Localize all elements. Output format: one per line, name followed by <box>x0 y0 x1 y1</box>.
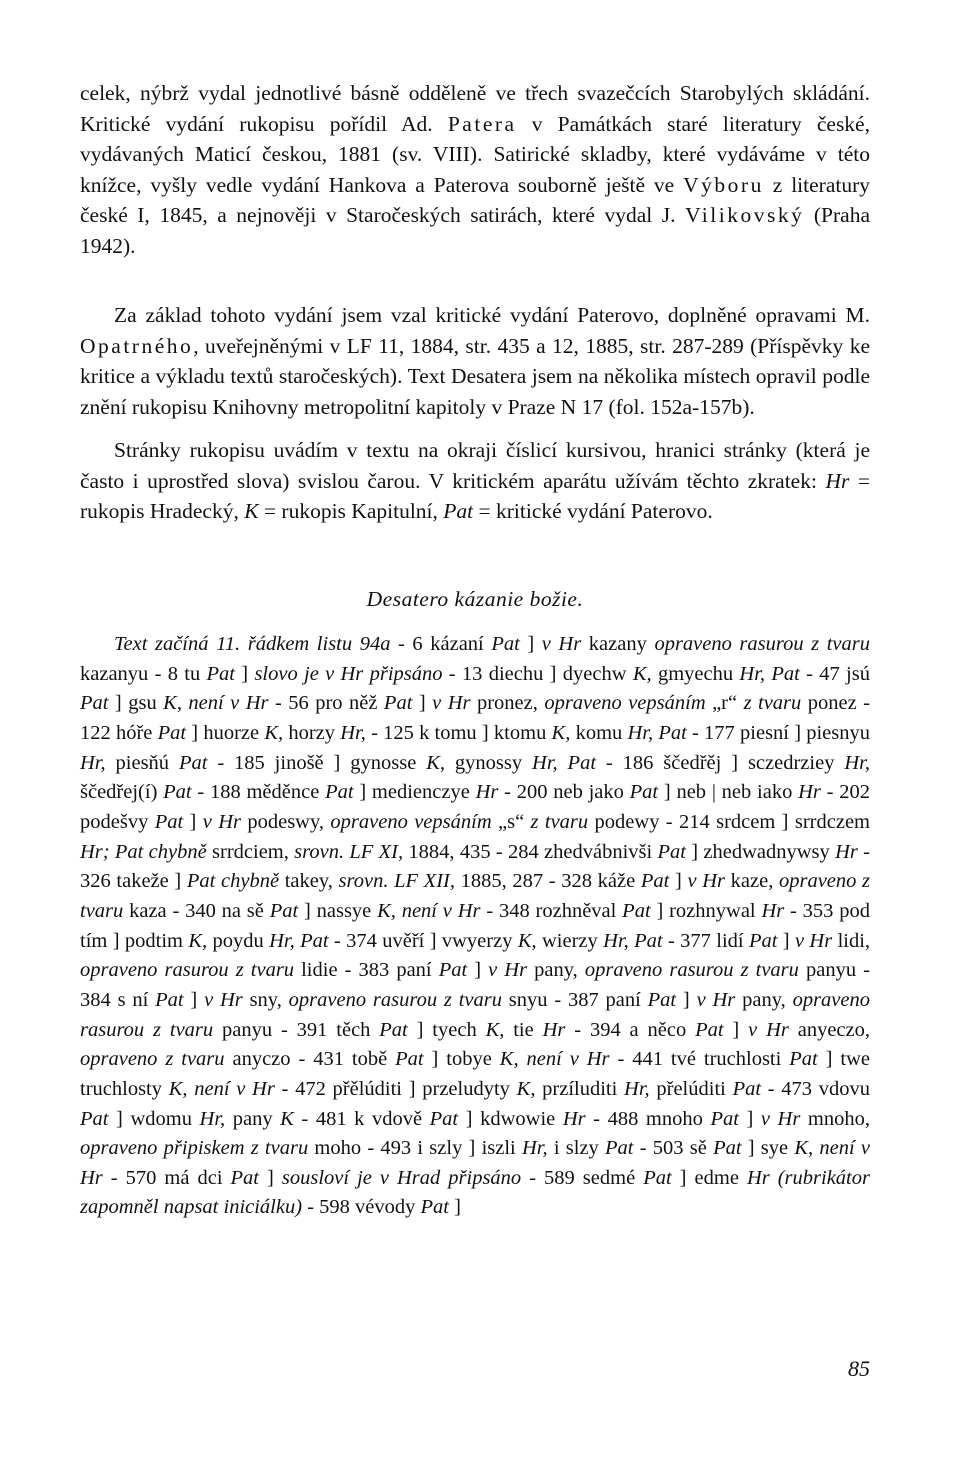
page-number: 85 <box>848 1356 870 1381</box>
apparatus-italic-segment: Pat <box>789 1048 818 1071</box>
apparatus-italic-segment: opraveno vepsáním <box>330 810 492 833</box>
apparatus-italic-segment: K, <box>516 1077 536 1100</box>
apparatus-segment: i slzy <box>547 1137 606 1160</box>
apparatus-italic-segment: v Hr <box>541 633 582 655</box>
apparatus-italic-segment: v Hr <box>748 1018 789 1041</box>
apparatus-italic-segment: K, není v Hr <box>377 899 481 922</box>
apparatus-segment: - 13 diechu ] dyechw <box>442 662 633 685</box>
apparatus-segment: lidi, <box>832 929 871 952</box>
apparatus-segment: - 56 pro něž <box>268 692 384 715</box>
apparatus-segment: ] gsu <box>108 692 164 715</box>
apparatus-segment: komu <box>570 721 628 744</box>
apparatus-segment: kaza - 340 na sě <box>123 899 270 922</box>
apparatus-segment: - 377 lidí <box>662 929 749 952</box>
apparatus-italic-segment: srovn. LF XI, <box>294 840 404 863</box>
apparatus-italic-segment: opraveno rasurou z tvaru <box>584 959 799 982</box>
apparatus-italic-segment: Hr, Pat <box>603 929 663 952</box>
apparatus-segment: přelúditi <box>649 1077 733 1100</box>
apparatus-segment: ] <box>777 929 795 952</box>
apparatus-segment: - 6 kázaní <box>390 633 492 655</box>
apparatus-segment: wierzy <box>536 929 604 952</box>
apparatus-italic-segment: K, není v Hr <box>163 692 269 715</box>
apparatus-segment: ] <box>669 870 688 893</box>
intro-3-text-c: = rukopis Kapitulní, <box>258 499 444 524</box>
apparatus-segment: ] wdomu <box>108 1107 200 1130</box>
apparatus-italic-segment: v Hr <box>202 810 241 833</box>
apparatus-segment: podeswy, <box>240 810 331 833</box>
apparatus-segment: - 394 a něco <box>565 1018 696 1041</box>
apparatus-italic-segment: K, není v Hr <box>499 1048 610 1071</box>
apparatus-italic-segment: K, <box>551 721 571 744</box>
intro-paragraph-3 <box>80 435 870 527</box>
apparatus-segment: 1885, 287 - 328 káže <box>454 870 641 893</box>
apparatus-segment: ] <box>519 633 542 655</box>
apparatus-italic-segment: v Hr <box>687 870 725 893</box>
intro-paragraph-2 <box>80 300 870 422</box>
apparatus-segment: gmyechu <box>651 662 740 685</box>
apparatus-segment: gynossy <box>445 751 533 774</box>
author-name-patera: Patera <box>447 111 517 136</box>
apparatus-segment: ] <box>738 1107 761 1130</box>
apparatus-segment: poydu <box>207 929 270 952</box>
apparatus-italic-segment: Pat <box>395 1048 424 1071</box>
apparatus-italic-segment: Pat <box>325 781 354 804</box>
apparatus-segment: - 374 uvěří ] vwyerzy <box>328 929 518 952</box>
apparatus-segment: ] <box>183 810 203 833</box>
apparatus-segment: pany <box>225 1107 281 1130</box>
apparatus-segment: - 47 jsú <box>799 662 870 685</box>
apparatus-italic-segment: Pat <box>622 899 651 922</box>
apparatus-segment: - 472 přělúditi ] przeludyty <box>274 1077 517 1100</box>
apparatus-italic-segment: Pat <box>643 1166 672 1189</box>
apparatus-segment: - 473 vdovu <box>761 1077 870 1100</box>
apparatus-italic-segment: Pat <box>429 1107 459 1130</box>
apparatus-segment: ] zhedwadnywsy <box>685 840 836 863</box>
apparatus-italic-segment: Pat <box>157 721 187 744</box>
apparatus-italic-segment: Pat <box>629 781 659 804</box>
apparatus-italic-segment: Text začíná 11. řádkem listu 94a <box>114 633 391 655</box>
intro-1-text-d: (Praha 1942). <box>80 203 870 258</box>
apparatus-italic-segment: opraveno rasurou z tvaru <box>80 988 870 1041</box>
apparatus-italic-segment: Pat <box>605 1137 634 1160</box>
apparatus-segment: - 353 pod tím ] podtim <box>80 899 870 952</box>
apparatus-italic-segment: Pat <box>80 692 109 715</box>
apparatus-italic-segment: K, není v Hr <box>80 1137 871 1189</box>
apparatus-italic-segment: Pat <box>713 1137 742 1160</box>
apparatus-segment: ] neb | neb iako <box>658 781 799 804</box>
critical-apparatus <box>80 630 870 1223</box>
apparatus-italic-segment: Hr, Pat <box>532 751 597 774</box>
apparatus-italic-segment: Pat <box>657 840 686 863</box>
apparatus-italic-segment: v Hr <box>794 929 833 952</box>
apparatus-italic-segment: Pat <box>383 692 413 715</box>
abbr-k: K <box>244 499 259 524</box>
apparatus-segment: ] twe truchlosty <box>80 1048 871 1100</box>
apparatus-segment: - 570 má dci <box>102 1166 231 1189</box>
intro-1-text-a: celek, nýbrž vydal jednotlivé básně odděleně ve třech svazečcích Starobylých skládání. Kritické vydání rukopisu pořídil Ad. <box>80 81 870 136</box>
apparatus-segment: podewy - 214 srdcem ] srrdczem <box>588 810 870 833</box>
apparatus-segment: - 589 sedmé <box>521 1166 644 1189</box>
apparatus-italic-segment: v Hr <box>488 959 528 982</box>
apparatus-italic-segment: srovn. LF XII, <box>338 870 455 893</box>
apparatus-segment: ] <box>676 988 697 1011</box>
apparatus-italic-segment: opraveno z tvaru <box>80 870 871 922</box>
apparatus-segment: ] sye <box>741 1137 795 1160</box>
intro-2-text-a: Za základ tohoto vydání jsem vzal kritické vydání Paterovo, doplněné opravami M. <box>114 303 870 327</box>
apparatus-italic-segment: Hr <box>761 899 785 922</box>
apparatus-italic-segment: Hr <box>542 1018 566 1041</box>
apparatus-italic-segment: z tvaru <box>743 692 802 715</box>
apparatus-paragraph <box>80 630 870 1223</box>
apparatus-segment: pronez, <box>470 692 545 715</box>
apparatus-segment: - 326 takeže ] <box>80 840 870 893</box>
apparatus-italic-segment: Hr, Pat <box>627 721 687 744</box>
apparatus-segment: - 185 jinošě ] gynosse <box>207 751 427 774</box>
apparatus-segment: snyu - 387 paní <box>501 988 648 1011</box>
apparatus-segment: anyeczo, <box>788 1018 870 1041</box>
apparatus-italic-segment: Pat <box>155 988 184 1011</box>
apparatus-segment: ] <box>448 1196 461 1219</box>
apparatus-segment: ščedřej(í) <box>80 781 164 804</box>
apparatus-segment: „s“ <box>491 810 531 833</box>
apparatus-segment: - 488 mnoho <box>585 1107 711 1130</box>
apparatus-italic-segment: Pat <box>420 1196 449 1219</box>
work-name-vyboru: Výboru <box>683 172 764 197</box>
apparatus-segment: anyczo - 431 tobě <box>224 1048 396 1071</box>
apparatus-italic-segment: K, <box>188 929 208 952</box>
author-name-opatrneho: Opatrného <box>80 333 194 358</box>
apparatus-segment: ] <box>723 1018 749 1041</box>
intro-paragraph-1 <box>80 78 870 262</box>
apparatus-italic-segment: Hr, <box>340 721 366 744</box>
apparatus-italic-segment: v Hr <box>432 692 471 715</box>
apparatus-italic-segment: Pat <box>491 633 520 655</box>
apparatus-italic-segment: opraveno připiskem z tvaru <box>80 1137 309 1160</box>
apparatus-segment: pany, <box>735 988 793 1011</box>
apparatus-italic-segment: Pat <box>379 1018 408 1041</box>
apparatus-italic-segment: opraveno rasurou z tvaru <box>654 633 871 655</box>
apparatus-segment: - 177 piesní ] piesnyu <box>686 721 871 744</box>
apparatus-italic-segment: Hr, Pat <box>739 662 800 685</box>
apparatus-segment: przíluditi <box>535 1077 625 1100</box>
apparatus-italic-segment: Pat <box>269 899 299 922</box>
apparatus-italic-segment: Pat <box>80 1107 109 1130</box>
apparatus-segment: ] medienczye <box>353 781 476 804</box>
apparatus-italic-segment: Hr, <box>521 1137 548 1160</box>
abbr-pat: Pat <box>443 499 474 524</box>
apparatus-italic-segment: opraveno z tvaru <box>80 1048 225 1071</box>
apparatus-italic-segment: Hr <box>475 781 499 804</box>
apparatus-segment: - 441 tvé truchlosti <box>609 1048 790 1071</box>
apparatus-italic-segment: K, <box>264 721 284 744</box>
apparatus-segment: - 188 měděnce <box>191 781 326 804</box>
apparatus-segment: ] nassye <box>298 899 378 922</box>
apparatus-segment: ] kdwowie <box>458 1107 563 1130</box>
apparatus-segment: kazanyu - 8 tu <box>80 662 207 685</box>
apparatus-italic-segment: Hr; Pat chybně <box>80 840 207 863</box>
intro-1-text-b: v Památkách staré literatury české, vydávaných Maticí českou, 1881 (sv. VIII). Satirické skladby, které vydáváme v této knížce, vyšly vedle vydání Hankova a Paterova souborně ještě ve <box>80 111 870 197</box>
apparatus-segment: ] rozhnywal <box>650 899 762 922</box>
apparatus-segment: takey, <box>279 870 339 893</box>
apparatus-italic-segment: Pat <box>640 870 670 893</box>
apparatus-italic-segment: Hr, <box>624 1077 650 1100</box>
section-title: Desatero kázanie božie. <box>366 587 584 611</box>
apparatus-segment: ] <box>412 692 433 715</box>
apparatus-segment: ] <box>259 1166 282 1189</box>
apparatus-italic-segment: Pat <box>438 959 468 982</box>
apparatus-segment: horzy <box>283 721 341 744</box>
apparatus-segment: ] <box>183 988 205 1011</box>
apparatus-italic-segment: opraveno rasurou z tvaru <box>288 988 502 1011</box>
apparatus-italic-segment: Pat <box>178 751 208 774</box>
abbr-hr: Hr <box>825 468 850 493</box>
apparatus-italic-segment: Pat <box>748 929 778 952</box>
apparatus-italic-segment: Pat <box>163 781 192 804</box>
apparatus-italic-segment: Pat <box>647 988 677 1011</box>
apparatus-italic-segment: K, <box>485 1018 505 1041</box>
apparatus-segment: ] <box>235 662 255 685</box>
apparatus-segment: ponez - 122 hóře <box>80 692 870 744</box>
apparatus-segment: - 348 rozhněval <box>480 899 623 922</box>
apparatus-italic-segment: Pat <box>230 1166 259 1189</box>
apparatus-italic-segment: Hr <box>835 840 858 863</box>
apparatus-segment: moho - 493 i szly ] iszli <box>308 1137 522 1160</box>
apparatus-segment: mnoho, <box>800 1107 871 1130</box>
apparatus-italic-segment: Pat <box>710 1107 739 1130</box>
apparatus-segment: - 200 neb jako <box>498 781 630 804</box>
apparatus-segment: ] edme <box>671 1166 747 1189</box>
apparatus-segment: kaze, <box>725 870 779 893</box>
apparatus-segment: - 202 podešvy <box>80 781 870 833</box>
apparatus-segment: panyu - 384 s ní <box>80 959 870 1011</box>
apparatus-segment: - 125 k tomu ] ktomu <box>365 721 552 744</box>
intro-3-text-d: = kritické vydání Paterovo. <box>473 499 713 524</box>
apparatus-italic-segment: v Hr <box>696 988 736 1011</box>
apparatus-italic-segment: K, není v Hr <box>168 1077 275 1100</box>
apparatus-italic-segment: K, <box>517 929 537 952</box>
author-name-vilikovsky: Vilikovský <box>685 203 805 228</box>
apparatus-segment: - 598 vévody <box>302 1196 421 1219</box>
apparatus-segment: srrdciem, <box>206 840 295 863</box>
apparatus-italic-segment: opraveno rasurou z tvaru <box>80 959 295 982</box>
apparatus-segment: ] huorze <box>186 721 265 744</box>
apparatus-italic-segment: Hr <box>562 1107 586 1130</box>
apparatus-segment: piesňú <box>105 751 179 774</box>
apparatus-segment: ] <box>467 959 489 982</box>
apparatus-segment: ] tyech <box>407 1018 486 1041</box>
apparatus-italic-segment: opraveno vepsáním <box>544 692 706 715</box>
apparatus-segment: - 503 sě <box>633 1137 714 1160</box>
apparatus-segment: sny, <box>242 988 289 1011</box>
intro-2-text-b: , uveřejněnými v LF 11, 1884, str. 435 a 12, 1885, str. 287-289 (Příspěvky ke kritice a výkladu textů staročeských). Text Desatera jsem na několika místech opravil podle znění rukopisu Knihovny metropolitní kapitoly v Praze N 17 (fol. 152a-157b). <box>80 333 870 419</box>
apparatus-segment: 1884, 435 - 284 zhedvábnivši <box>403 840 658 863</box>
intro-3-text-a: Stránky rukopisu uvádím v textu na okraji číslicí kursivou, hranici stránky (která je často i uprostřed slova) svislou čarou. V kritickém aparátu užívám těchto zkratek: <box>80 438 870 493</box>
intro-1-text-c: z literatury české I, 1845, a nejnověji v Staročeských satirách, které vydal J. <box>80 172 871 228</box>
apparatus-segment: - 481 k vdově <box>293 1107 430 1130</box>
apparatus-italic-segment: Pat <box>695 1018 724 1041</box>
apparatus-italic-segment: Pat chybně <box>186 870 280 893</box>
apparatus-italic-segment: Pat <box>154 810 184 833</box>
apparatus-italic-segment: Hr <box>798 781 821 804</box>
intro-3-text-b: = rukopis Hradecký, <box>80 468 870 524</box>
apparatus-italic-segment: K, <box>426 751 446 774</box>
apparatus-segment: ] tobye <box>423 1048 500 1071</box>
apparatus-segment: panyu - 391 těch <box>213 1018 380 1041</box>
apparatus-italic-segment: Hr, <box>199 1107 226 1130</box>
apparatus-italic-segment: Hr (rubrikátor zapomněl napsat iniciálku) <box>80 1166 870 1219</box>
apparatus-italic-segment: v Hr <box>204 988 243 1011</box>
apparatus-italic-segment: sousloví je v Hrad připsáno <box>281 1166 522 1189</box>
apparatus-italic-segment: Hr, <box>80 751 106 774</box>
apparatus-italic-segment: z tvaru <box>530 810 589 833</box>
apparatus-italic-segment: Hr, <box>844 751 870 774</box>
apparatus-italic-segment: Hr, Pat <box>269 929 329 952</box>
apparatus-segment: - 186 ščedřěj ] sczedrziey <box>596 751 845 774</box>
apparatus-segment: tie <box>504 1018 543 1041</box>
apparatus-segment: „r“ <box>705 692 744 715</box>
apparatus-segment: pany, <box>527 959 585 982</box>
apparatus-italic-segment: K <box>280 1107 294 1130</box>
apparatus-italic-segment: v Hr <box>760 1107 801 1130</box>
apparatus-italic-segment: slovo je v Hr připsáno <box>254 662 443 685</box>
apparatus-segment: lidie - 383 paní <box>294 959 439 982</box>
apparatus-segment: kazany <box>581 633 655 655</box>
apparatus-italic-segment: Pat <box>732 1077 762 1100</box>
apparatus-italic-segment: Pat <box>206 662 235 685</box>
apparatus-italic-segment: K, <box>632 662 652 685</box>
